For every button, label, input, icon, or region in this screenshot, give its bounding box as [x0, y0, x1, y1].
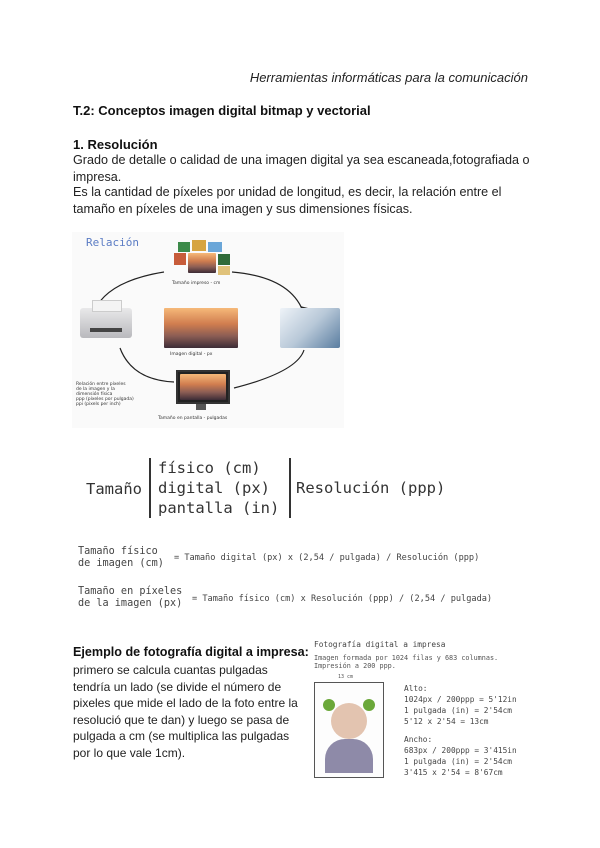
example-title: Ejemplo de fotografía digital a impresa: [73, 645, 309, 659]
relation-diagram [72, 232, 344, 428]
example-paragraph [73, 662, 305, 761]
arrow-bottom-right [234, 350, 304, 388]
paragraph-definition-2 [73, 184, 533, 217]
diagram-title: Relación [86, 236, 139, 249]
alto-line3: 5'12 x 2'54 = 13cm [404, 717, 489, 726]
formula-tamano: Tamaño [86, 480, 142, 498]
formula-resolucion: Resolución (ppp) [296, 479, 446, 497]
side-note [76, 382, 134, 407]
printer-slot [90, 328, 122, 332]
side-note-line: dimensión física [76, 392, 113, 397]
document-title: T.2: Conceptos imagen digital bitmap y vectorial [73, 103, 371, 118]
alto-label: Alto: [404, 684, 428, 693]
paragraph-line: Es la cantidad de píxeles por unidad de longitud, es decir, la relación entre el [73, 185, 502, 199]
portrait-face [331, 703, 367, 739]
collage-tile [174, 253, 186, 265]
example-line: pixeles que mide el lado de la foto entre la [73, 696, 298, 710]
portrait-ear-right [363, 699, 375, 711]
alto-line1: 1024px / 200ppp = 5'12in [404, 695, 517, 704]
example-line: resolució que te dan) y luego se pasa de [73, 712, 290, 727]
ancho-line1: 683px / 200ppp = 3'415in [404, 746, 517, 755]
formula2-left-line1: Tamaño en píxeles [78, 586, 183, 597]
ancho-line3: 3'415 x 2'54 = 8'67cm [404, 768, 503, 777]
side-note-line: de la imagen y la [76, 387, 115, 392]
example-box-line2: Impresión a 200 ppp. [314, 662, 396, 670]
formula1-left-line2: de imagen (cm) [78, 558, 164, 569]
dimension-label: 13 cm [338, 674, 354, 680]
alto-line2: 1 pulgada (in) = 2'54cm [404, 706, 512, 715]
formula-fisico: físico (cm) [158, 459, 261, 477]
ancho-label: Ancho: [404, 735, 433, 744]
monitor-screen [180, 374, 226, 400]
arrow-bottom-left [120, 348, 174, 382]
divider [149, 458, 151, 518]
ancho-line2: 1 pulgada (in) = 2'54cm [404, 757, 512, 766]
formula-pantalla: pantalla (in) [158, 499, 280, 517]
example-calc-box [312, 640, 528, 780]
formula1-right: = Tamaño digital (px) x (2,54 / pulgada) / Resolución (ppp) [174, 553, 480, 563]
printer-icon [80, 308, 132, 338]
portrait-photo [314, 682, 384, 778]
paragraph-line: impresa. [73, 169, 122, 184]
formula2-right: = Tamaño físico (cm) x Resolución (ppp) / (2,54 / pulgada) [192, 594, 493, 604]
collage-tile [192, 240, 206, 251]
collage-tile [178, 242, 190, 252]
side-note-line: Relación entre píxeles [76, 382, 126, 387]
portrait-ear-left [323, 699, 335, 711]
example-line: primero se calcula cuantas pulgadas [73, 663, 268, 677]
collage-tile [208, 242, 222, 252]
example-line: tendría un lado (se divide el número de [73, 679, 282, 694]
document-header: Herramientas informáticas para la comunicación [249, 70, 528, 85]
formula2-left-line2: de la imagen (px) [78, 598, 183, 609]
label-digital: Imagen digital - px [170, 352, 213, 357]
formula-panel [72, 452, 528, 622]
example-line: pulgada a cm (se multiplica las pulgadas [73, 729, 290, 743]
collage-tile [218, 266, 230, 275]
portrait-body [325, 739, 373, 773]
monitor-stand [196, 404, 206, 410]
photo-collage [174, 240, 232, 280]
example-box-line1: Imagen formada por 1024 filas y 683 columnas. [314, 654, 499, 662]
formula-digital: digital (px) [158, 479, 270, 497]
example-box-title: Fotografía digital a impresa [314, 640, 446, 649]
collage-tile [218, 254, 230, 265]
center-photo [164, 308, 238, 348]
divider [289, 458, 291, 518]
label-screen-size: Tamaño en pantalla - pulgadas [158, 416, 228, 421]
collage-center-photo [188, 253, 216, 273]
section-title: 1. Resolución [73, 137, 158, 152]
label-print-size: Tamaño impreso - cm [172, 281, 221, 286]
side-note-line: ppi (pixels per inch) [76, 402, 121, 407]
paragraph-line: tamaño en píxeles de una imagen y sus dimensiones físicas. [73, 201, 413, 216]
formula1-left-line1: Tamaño físico [78, 546, 158, 557]
side-note-line: ppp (píxeles por pulgada) [76, 397, 134, 402]
example-line: por lo que vale 1cm). [73, 745, 186, 760]
paper-tray [92, 300, 122, 312]
monitor-icon [176, 370, 230, 404]
paragraph-line: Grado de detalle o calidad de una imagen digital ya sea escaneada,fotografiada o [73, 153, 530, 167]
paragraph-definition-1 [73, 152, 533, 185]
scanner-icon [280, 308, 340, 348]
